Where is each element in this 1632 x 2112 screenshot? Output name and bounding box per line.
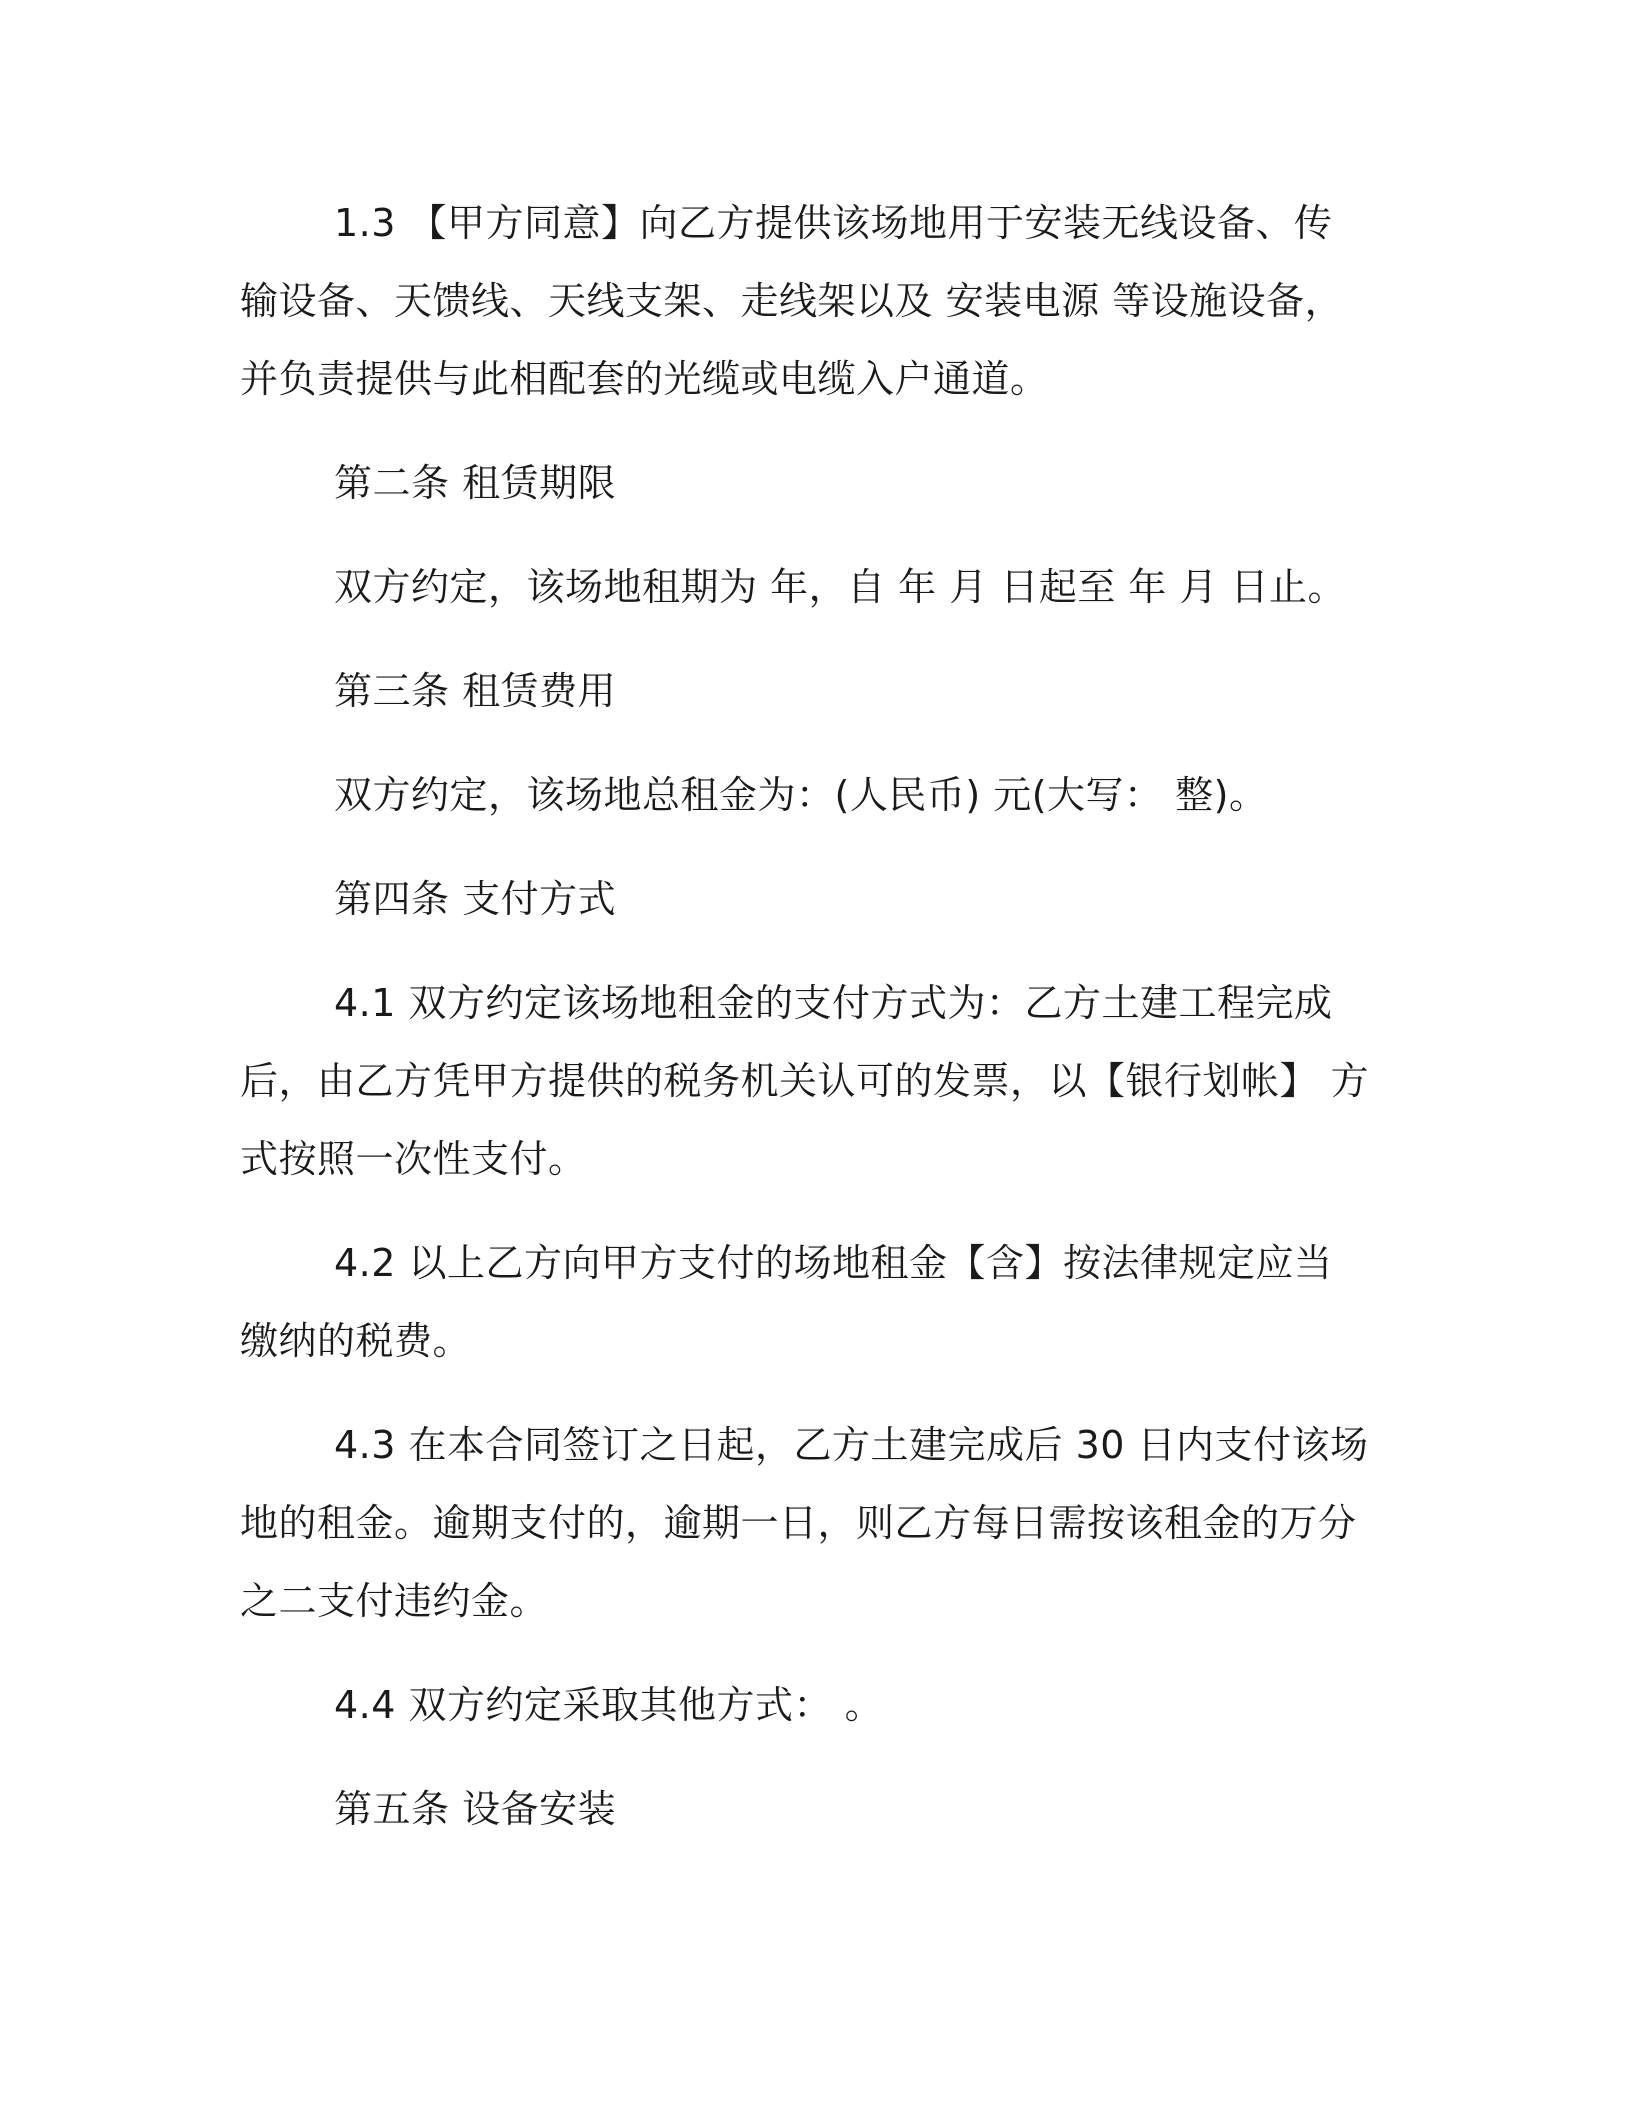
clause-4-3: 4.3 在本合同签订之日起，乙方土建完成后 30 日内支付该场地的租金。逾期支付的，逾期一日，则乙方每日需按该租金的万分之二支付违约金。 xyxy=(240,1423,1369,1623)
article-3-heading: 第三条 租赁费用 xyxy=(334,669,617,713)
clause-4-1: 4.1 双方约定该场地租金的支付方式为：乙方土建工程完成后，由乙方凭甲方提供的税务机关认可的发票，以【银行划帐】 方式按照一次性支付。 xyxy=(240,981,1370,1181)
document-body xyxy=(240,184,1370,1874)
clause-4-2: 4.2 以上乙方向甲方支付的场地租金【含】按法律规定应当缴纳的税费。 xyxy=(240,1241,1333,1363)
rent-total-text: 双方约定，该场地总租金为：(人民币) 元(大写： 整)。 xyxy=(334,773,1268,817)
clause-4-4: 4.4 双方约定采取其他方式： 。 xyxy=(334,1683,884,1727)
article-2-heading: 第二条 租赁期限 xyxy=(334,461,617,505)
article-5-heading: 第五条 设备安装 xyxy=(334,1787,617,1831)
article-4-heading: 第四条 支付方式 xyxy=(334,877,617,921)
lease-term-text: 双方约定，该场地租期为 年，自 年 月 日起至 年 月 日止。 xyxy=(334,565,1347,609)
clause-1-3: 1.3 【甲方同意】向乙方提供该场地用于安装无线设备、传输设备、天馈线、天线支架、走线架以及 安装电源 等设施设备，并负责提供与此相配套的光缆或电缆入户通道。 xyxy=(240,201,1344,401)
